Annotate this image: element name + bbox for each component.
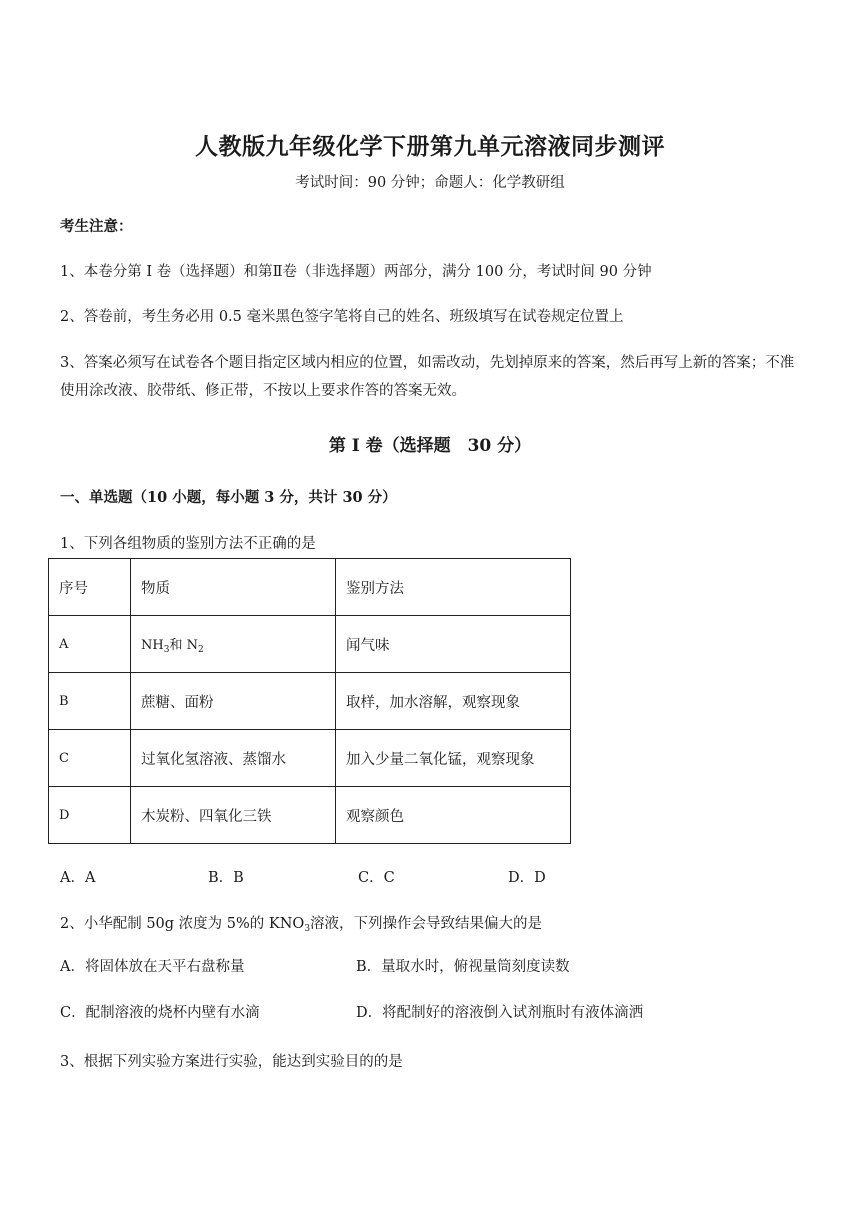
option-a: A．将固体放在天平右盘称量 xyxy=(60,959,245,975)
table-cell-method: 取样，加水溶解，观察现象 xyxy=(336,673,571,730)
note-item: 2、答卷前，考生务必用 0.5 毫米黑色签字笔将自己的姓名、班级填写在试卷规定位置上 xyxy=(60,309,624,325)
option-d: D．D xyxy=(508,870,546,886)
table-header-cell: 鉴别方法 xyxy=(336,559,571,616)
question-1-stem: 1、下列各组物质的鉴别方法不正确的是 xyxy=(60,536,316,552)
question-1-table xyxy=(48,558,571,844)
formula-subscript: 3 xyxy=(163,644,170,655)
table-header-cell: 物质 xyxy=(131,559,336,616)
question-3-stem: 3、根据下列实验方案进行实验，能达到实验目的的是 xyxy=(60,1054,403,1070)
question-2-stem-a: 2、小华配制 50g 浓度为 5%的 KNO xyxy=(60,916,305,932)
table-cell-id: A xyxy=(49,616,131,673)
option-b: B．量取水时，俯视量筒刻度读数 xyxy=(356,959,570,975)
table-header-cell: 序号 xyxy=(49,559,131,616)
section-title: 第 I 卷（选择题 30 分） xyxy=(328,436,532,456)
table-header-row xyxy=(49,559,571,616)
table-row xyxy=(49,730,571,787)
formula-subscript: 3 xyxy=(304,924,311,934)
table-cell-id: B xyxy=(49,673,131,730)
note-item: 1、本卷分第 I 卷（选择题）和第Ⅱ卷（非选择题）两部分，满分 100 分，考试时间 90 分钟 xyxy=(60,264,652,280)
notes-heading: 考生注意： xyxy=(60,218,133,235)
table-row xyxy=(49,616,571,673)
table-cell-method: 加入少量二氧化锰，观察现象 xyxy=(336,730,571,787)
note-item: 3、答案必须写在试卷各个题目指定区域内相应的位置，如需改动，先划掉原来的答案，然后再写上新的答案；不准使用涂改液、胶带纸、修正带，不按以上要求作答的答案无效。 xyxy=(60,355,795,399)
option-c: C．配制溶液的烧杯内壁有水滴 xyxy=(60,1005,260,1021)
table-row xyxy=(49,673,571,730)
table-cell-method: 闻气味 xyxy=(336,616,571,673)
option-d: D．将配制好的溶液倒入试剂瓶时有液体滴洒 xyxy=(356,1005,644,1021)
table-cell-substance: 木炭粉、四氧化三铁 xyxy=(131,787,336,844)
table-row xyxy=(49,787,571,844)
table-cell-id: C xyxy=(49,730,131,787)
part-heading: 一、单选题（10 小题，每小题 3 分，共计 30 分） xyxy=(60,489,397,506)
formula-join: 和 N xyxy=(169,637,198,653)
table-cell-substance: 蔗糖、面粉 xyxy=(131,673,336,730)
formula-subscript: 2 xyxy=(197,644,204,655)
table-cell-method: 观察颜色 xyxy=(336,787,571,844)
table-cell-substance xyxy=(131,616,336,673)
formula-nh: NH xyxy=(141,637,164,653)
page-subtitle: 考试时间：90 分钟；命题人：化学教研组 xyxy=(295,175,565,191)
question-2-stem-b: 溶液，下列操作会导致结果偏大的是 xyxy=(310,916,543,932)
option-a: A．A xyxy=(60,870,96,886)
page-title: 人教版九年级化学下册第九单元溶液同步测评 xyxy=(195,133,665,160)
option-b: B．B xyxy=(208,870,244,886)
table-cell-substance: 过氧化氢溶液、蒸馏水 xyxy=(131,730,336,787)
option-c: C．C xyxy=(358,870,395,886)
table-cell-id: D xyxy=(49,787,131,844)
question-2-stem xyxy=(60,910,542,943)
